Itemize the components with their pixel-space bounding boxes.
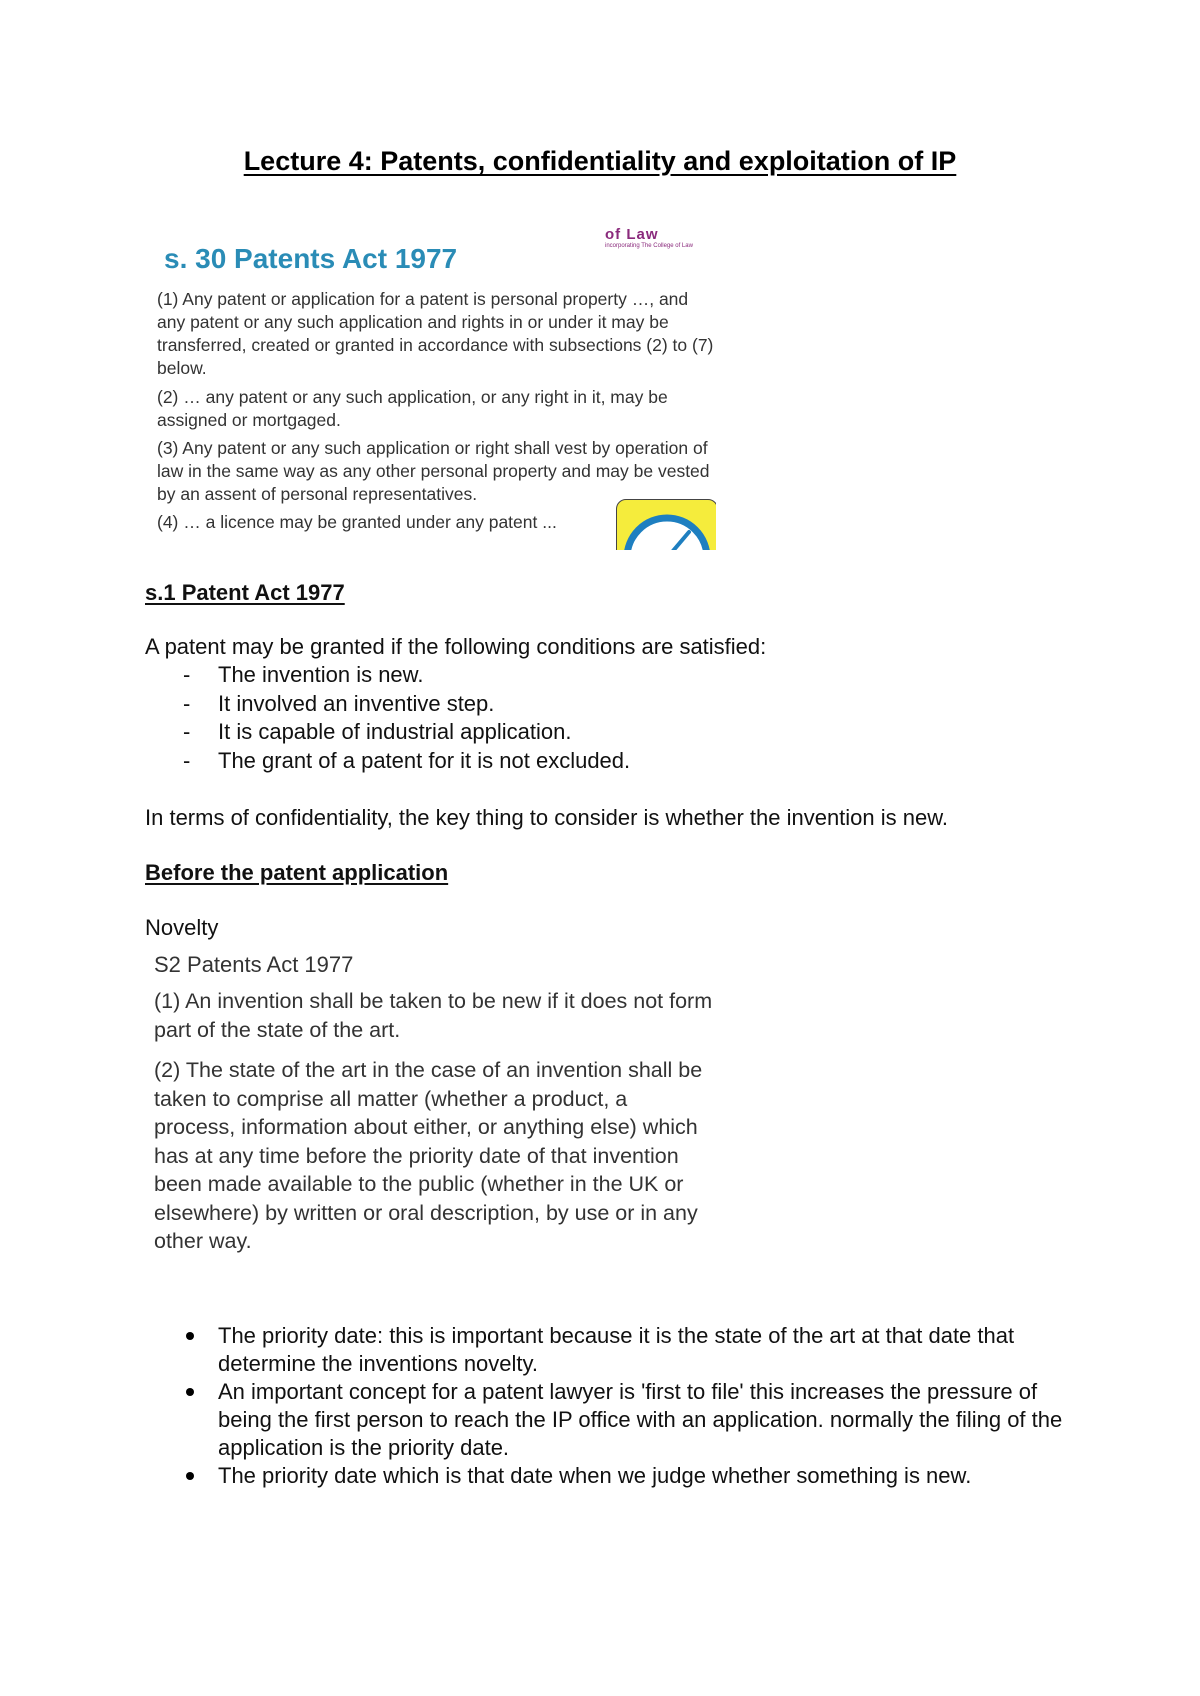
bullet-text: An important concept for a patent lawyer is 'first to file' this increases the pressure of being the first person to reach the IP office with an application. normally the filing of the application is the priority date. [218,1379,1063,1460]
condition-text: It is capable of industrial application. [218,719,572,744]
s30-subsection-2: (2) … any patent or any such application, or any right in it, may be assigned or mortgaged. [157,387,668,430]
s1-intro: A patent may be granted if the following conditions are satisfied: [145,634,767,659]
bullet-icon [186,1388,194,1396]
novelty-label: Novelty [145,915,219,940]
s2-subsection-1: (1) An invention shall be taken to be new if it does not form part of the state of the art. [154,989,713,1042]
lecture-title: Lecture 4: Patents, confidentiality and exploitation of IP [243,146,957,176]
bullet-text: The priority date which is that date when we judge whether something is new. [218,1463,972,1488]
confidentiality-paragraph: In terms of confidentiality, the key thing to consider is whether the invention is new. [145,805,949,830]
s2-slide-image [150,950,713,1280]
list-item [180,1462,1080,1490]
list-item [180,690,630,719]
university-logo [605,226,715,256]
s30-subsection-3: (3) Any patent or any such application or right shall vest by operation of law in the same way as any other personal property and may be vested by an assent of personal representatives. [157,438,710,504]
logo-subtitle: incorporating The College of Law [605,243,693,249]
conditions-list [180,661,630,775]
dash-marker: - [183,719,191,744]
bullet-icon [186,1332,194,1340]
priority-bullets [180,1322,1080,1490]
list-item [180,718,630,747]
logo-mark: of Law [605,226,659,243]
s30-slide-heading: s. 30 Patents Act 1977 [164,243,458,274]
s2-subsection-2: (2) The state of the art in the case of an invention shall be taken to comprise all matter (whether a product, a process, information about either, or anything else) which has at any time before the priority date of that invention been made available to the public (whether in the UK or elsewhere) by written or oral description, by use or in any other way. [154,1058,703,1253]
s2-slide-title: S2 Patents Act 1977 [154,952,354,977]
list-item [180,747,630,776]
bullet-text: The priority date: this is important because it is the state of the art at that date that determine the inventions novelty. [218,1323,1015,1376]
bullet-icon [186,1472,194,1480]
list-item [180,661,630,690]
dash-marker: - [183,662,191,687]
condition-text: The invention is new. [218,662,424,687]
condition-text: It involved an inventive step. [218,690,495,716]
dash-marker: - [183,747,191,773]
s30-subsection-4: (4) … a licence may be granted under any patent ... [157,512,557,532]
gauge-icon [616,499,716,550]
s1-heading: s.1 Patent Act 1977 [145,580,345,605]
condition-text: The grant of a patent for it is not excluded. [218,747,631,773]
before-application-heading: Before the patent application [145,860,449,885]
list-item [180,1378,1080,1462]
s30-subsection-1: (1) Any patent or application for a patent is personal property …, and any patent or any such application and rights in or under it may be transferred, created or granted in accordance with subsections (2) to (7) below. [157,289,714,378]
dash-marker: - [183,690,191,716]
list-item [180,1322,1080,1378]
s30-slide-image [150,226,716,550]
